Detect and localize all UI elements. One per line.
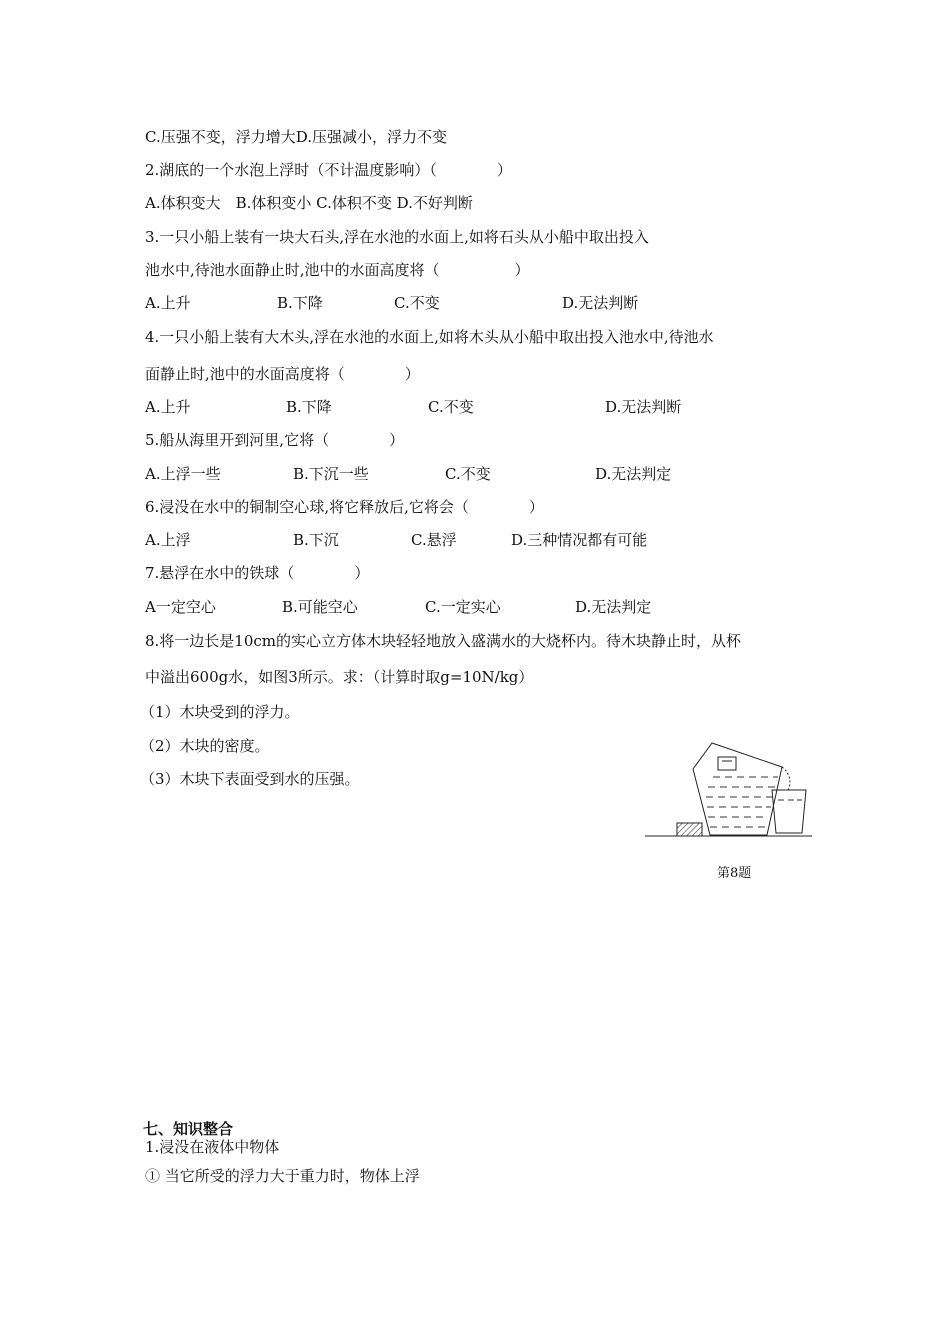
q5-option-c: C.不变 [445, 465, 491, 483]
question-5: 5.船从海里开到河里,它将（ ） [145, 431, 405, 449]
figure-caption: 第8题 [717, 866, 752, 881]
q5-option-b: B.下沉一些 [293, 465, 369, 483]
q3-option-d: D.无法判断 [562, 294, 639, 312]
q8-sub-3: （3）木块下表面受到水的压强。 [140, 770, 360, 788]
q5-option-a: A.上浮一些 [145, 465, 221, 483]
q6-option-d: D.三种情况都有可能 [511, 531, 648, 549]
q6-option-c: C.悬浮 [411, 531, 457, 549]
question-2: 2.湖底的一个水泡上浮时（不计温度影响）（ ） [145, 161, 512, 179]
q3-option-a: A.上升 [145, 294, 191, 312]
q3-option-c: C.不变 [394, 294, 440, 312]
q8-sub-1: （1）木块受到的浮力。 [140, 703, 300, 721]
question-4-line2: 面静止时,池中的水面高度将（ ） [145, 365, 420, 383]
question-6: 6.浸没在水中的铜制空心球,将它释放后,它将会（ ） [145, 498, 544, 516]
q1-options-cd: C.压强不变，浮力增大D.压强减小，浮力不变 [145, 128, 447, 146]
q6-option-a: A.上浮 [145, 531, 191, 549]
section-7-heading: 七、知识整合 [143, 1120, 234, 1138]
question-3-line2: 池水中,待池水面静止时,池中的水面高度将（ ） [145, 261, 530, 279]
q7-option-b: B.可能空心 [282, 598, 358, 616]
question-8-line1: 8.将一边长是10cm的实心立方体木块轻轻地放入盛满水的大烧杯内。待木块静止时，从杯 [145, 632, 742, 650]
question-4-line1: 4.一只小船上装有大木头,浮在水池的水面上,如将木头从小船中取出投入池水中,待池水 [145, 328, 714, 346]
q5-option-d: D.无法判定 [595, 465, 672, 483]
q7-option-a: A一定空心 [145, 598, 216, 616]
q7-option-d: D.无法判定 [575, 598, 652, 616]
q8-sub-2: （2）木块的密度。 [140, 737, 270, 755]
q3-option-b: B.下降 [277, 294, 323, 312]
section-7-line1: 1.浸没在液体中物体 [145, 1138, 280, 1156]
question-2-options: A.体积变大 B.体积变小 C.体积不变 D.不好判断 [145, 194, 473, 212]
q4-option-a: A.上升 [145, 398, 191, 416]
q4-option-d: D.无法判断 [605, 398, 682, 416]
question-8-line2: 中溢出600g水，如图3所示。求：（计算时取g=10N/kg） [145, 668, 534, 686]
q4-option-b: B.下降 [286, 398, 332, 416]
section-7-line2: ① 当它所受的浮力大于重力时，物体上浮 [145, 1167, 420, 1185]
question-3-line1: 3.一只小船上装有一块大石头,浮在水池的水面上,如将石头从小船中取出投入 [145, 228, 649, 246]
question-7: 7.悬浮在水中的铁球（ ） [145, 564, 370, 582]
overflow-beaker-figure [640, 735, 820, 845]
q4-option-c: C.不变 [428, 398, 474, 416]
q7-option-c: C.一定实心 [425, 598, 501, 616]
q6-option-b: B.下沉 [293, 531, 339, 549]
